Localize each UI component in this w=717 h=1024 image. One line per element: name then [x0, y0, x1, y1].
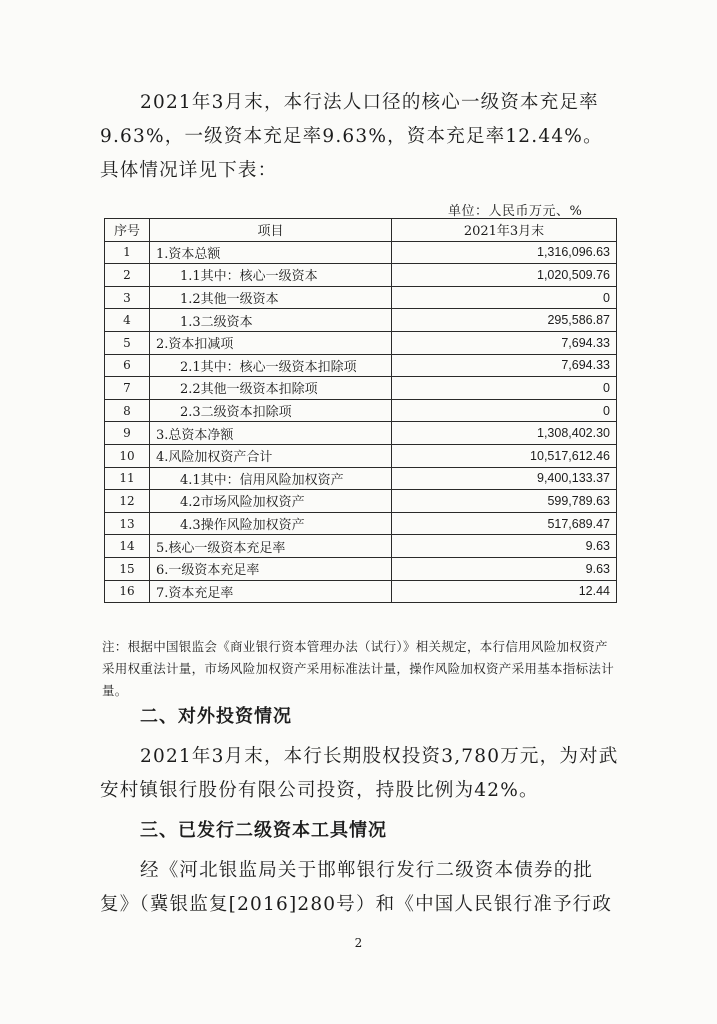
row-value: 1,308,402.30	[392, 422, 617, 445]
row-item: 1.2其他一级资本	[150, 286, 392, 309]
row-item: 1.3二级资本	[150, 309, 392, 332]
row-seq: 11	[105, 467, 150, 490]
row-value: 10,517,612.46	[392, 444, 617, 467]
table-row	[105, 535, 617, 558]
table-row	[105, 309, 617, 332]
row-seq: 9	[105, 422, 150, 445]
intro-paragraph: 2021年3月末，本行法人口径的核心一级资本充足率9.63%，一级资本充足率9.63%，资本充足率12.44%。具体情况详见下表：	[100, 92, 603, 181]
table-row	[105, 399, 617, 422]
row-seq: 4	[105, 309, 150, 332]
table-row	[105, 354, 617, 377]
row-seq: 2	[105, 264, 150, 287]
table-row	[105, 331, 617, 354]
table-note: 注：根据中国银监会《商业银行资本管理办法（试行）》相关规定，本行信用风险加权资产采用权重法计量，市场风险加权资产采用标准法计量，操作风险加权资产采用基本指标法计量。	[102, 639, 615, 698]
row-value: 12.44	[392, 580, 617, 603]
row-item: 1.资本总额	[150, 241, 392, 264]
capital-adequacy-table	[104, 218, 617, 603]
row-value: 0	[392, 286, 617, 309]
header-item: 项目	[150, 219, 392, 242]
row-item: 2.资本扣减项	[150, 331, 392, 354]
row-value: 7,694.33	[392, 331, 617, 354]
row-item: 6.一级资本充足率	[150, 557, 392, 580]
row-seq: 10	[105, 444, 150, 467]
table-row	[105, 557, 617, 580]
table-row	[105, 580, 617, 603]
header-period: 2021年3月末	[392, 219, 617, 242]
row-seq: 12	[105, 490, 150, 513]
row-seq: 3	[105, 286, 150, 309]
investment-paragraph: 2021年3月末，本行长期股权投资3,780万元，为对武安村镇银行股份有限公司投资，持股比例为42%。	[100, 746, 619, 801]
table-row	[105, 422, 617, 445]
table-row	[105, 241, 617, 264]
row-seq: 8	[105, 399, 150, 422]
row-item: 3.总资本净额	[150, 422, 392, 445]
row-value: 9.63	[392, 557, 617, 580]
row-seq: 6	[105, 354, 150, 377]
row-seq: 1	[105, 241, 150, 264]
row-item: 7.资本充足率	[150, 580, 392, 603]
row-item: 2.3二级资本扣除项	[150, 399, 392, 422]
table-row	[105, 377, 617, 400]
row-value: 9,400,133.37	[392, 467, 617, 490]
tier2-paragraph: 经《河北银监局关于邯郸银行发行二级资本债券的批复》（冀银监复[2016]280号）和《中国人民银行准予行政	[100, 860, 613, 915]
unit-label: 单位：人民币万元、%	[448, 204, 583, 219]
table-header-row	[105, 219, 617, 242]
page-number: 2	[354, 936, 363, 950]
row-item: 2.1其中：核心一级资本扣除项	[150, 354, 392, 377]
section-heading-investment: 二、对外投资情况	[140, 706, 292, 727]
row-seq: 7	[105, 377, 150, 400]
table-row	[105, 444, 617, 467]
table-row	[105, 286, 617, 309]
row-value: 1,316,096.63	[392, 241, 617, 264]
row-item: 5.核心一级资本充足率	[150, 535, 392, 558]
row-seq: 5	[105, 331, 150, 354]
row-item: 1.1其中：核心一级资本	[150, 264, 392, 287]
table-row	[105, 467, 617, 490]
row-item: 2.2其他一级资本扣除项	[150, 377, 392, 400]
row-value: 9.63	[392, 535, 617, 558]
row-seq: 14	[105, 535, 150, 558]
table-row	[105, 490, 617, 513]
row-item: 4.风险加权资产合计	[150, 444, 392, 467]
row-value: 517,689.47	[392, 512, 617, 535]
row-seq: 16	[105, 580, 150, 603]
row-seq: 13	[105, 512, 150, 535]
section-heading-tier2: 三、已发行二级资本工具情况	[140, 820, 387, 841]
table-row	[105, 264, 617, 287]
row-item: 4.3操作风险加权资产	[150, 512, 392, 535]
row-value: 295,586.87	[392, 309, 617, 332]
row-value: 0	[392, 399, 617, 422]
row-item: 4.2市场风险加权资产	[150, 490, 392, 513]
row-value: 1,020,509.76	[392, 264, 617, 287]
row-seq: 15	[105, 557, 150, 580]
row-value: 7,694.33	[392, 354, 617, 377]
header-seq: 序号	[105, 219, 150, 242]
row-value: 0	[392, 377, 617, 400]
row-item: 4.1其中：信用风险加权资产	[150, 467, 392, 490]
table-row	[105, 512, 617, 535]
row-value: 599,789.63	[392, 490, 617, 513]
